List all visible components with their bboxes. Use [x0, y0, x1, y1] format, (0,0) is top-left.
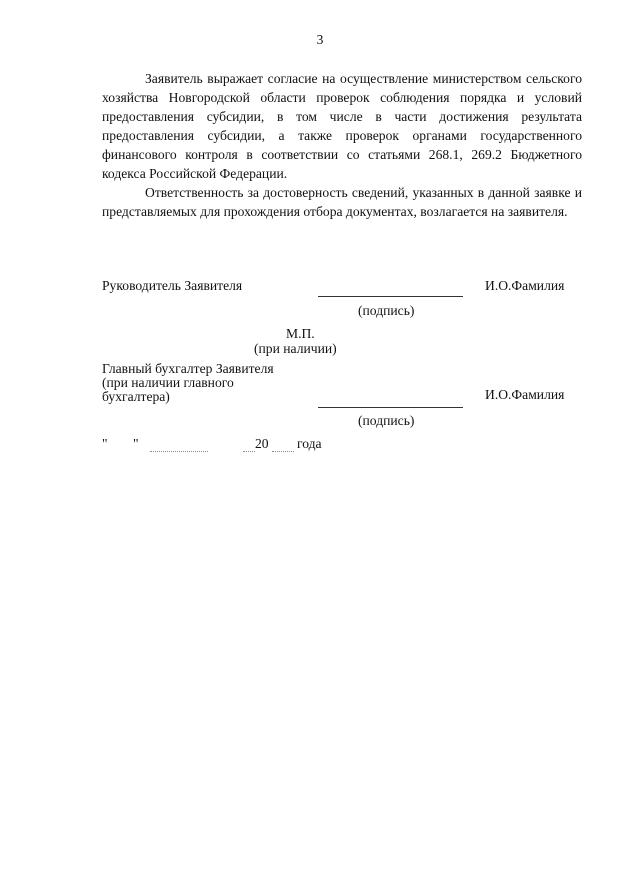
date-year-blank: [272, 451, 294, 452]
accountant-title-line1: Главный бухгалтер Заявителя: [102, 361, 274, 376]
responsibility-paragraph: Ответственность за достоверность сведений, указанных в данной заявке и представляемых для прохождения отбора документах, возлагается на заявителя.: [102, 185, 582, 219]
seal-label: М.П.: [286, 326, 315, 341]
seal-note: (при наличии): [254, 341, 337, 356]
head-title: Руководитель Заявителя: [102, 278, 243, 293]
date-year-prefix: 20: [255, 436, 269, 451]
date-quote-open: ": [102, 436, 108, 451]
date-day-blank: [110, 451, 130, 452]
head-signature-caption: (подпись): [358, 303, 415, 318]
accountant-name: И.О.Фамилия: [485, 387, 565, 402]
consent-paragraph: Заявитель выражает согласие на осуществление министерством сельского хозяйства Новгородской области проверок соблюдения порядка и условий предоставления субсидии, в том числе в части достижения результата предоставления субсидии, а также проверок органами государственного финансового контроля в соответствии со статьями 268.1, 269.2 Бюджетного кодекса Российской Федерации.: [102, 71, 582, 181]
head-name: И.О.Фамилия: [485, 278, 565, 293]
date-suffix: года: [297, 436, 322, 451]
date-year-underscore: [243, 451, 255, 452]
accountant-title-line3: бухгалтера): [102, 389, 170, 404]
date-month-blank: [150, 451, 208, 452]
accountant-signature-caption: (подпись): [358, 413, 415, 428]
head-signature-line: [318, 296, 463, 297]
page-number: 3: [316, 32, 324, 47]
date-quote-close: ": [133, 436, 139, 451]
accountant-signature-line: [318, 407, 463, 408]
accountant-title-line2: (при наличии главного: [102, 375, 234, 390]
